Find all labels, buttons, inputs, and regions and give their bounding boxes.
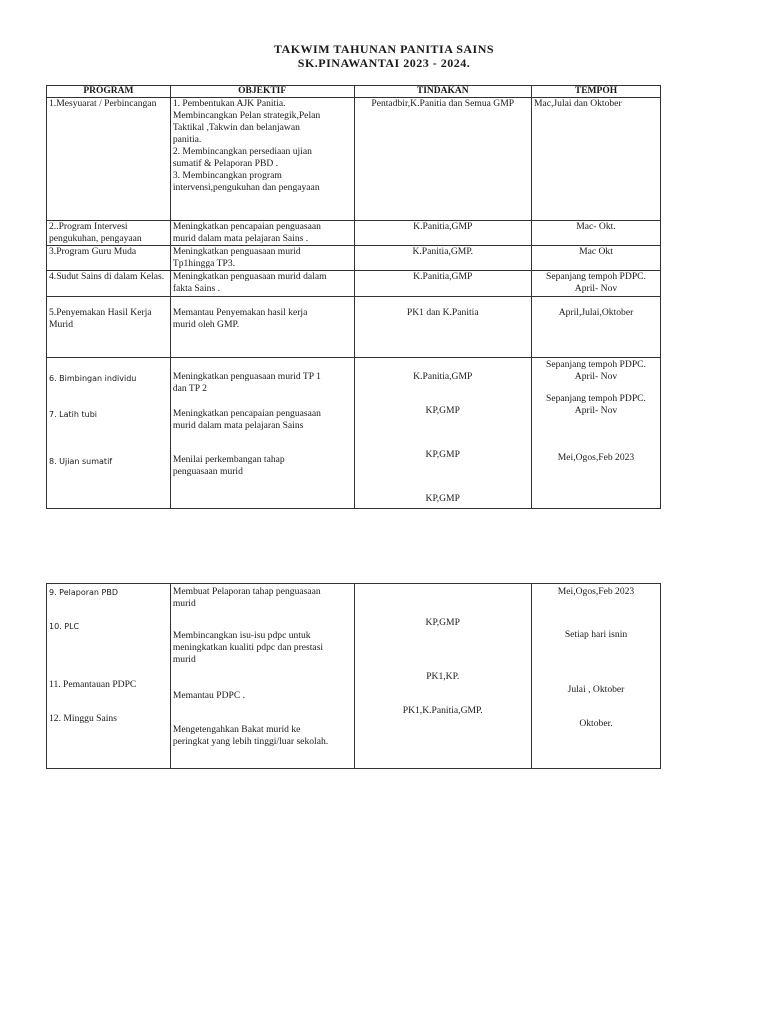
objektif-cell <box>170 271 354 297</box>
tempoh-item: Setiap hari isnin <box>564 629 628 640</box>
table-row <box>47 98 661 221</box>
program-cell: 2..Program Intervesi pengukuhan, pengayaan <box>47 221 171 246</box>
schedule-table-1 <box>46 85 661 509</box>
objektif-line: 2. Membincangkan persediaan ujian <box>172 146 312 157</box>
tindakan-item: PK1,KP. <box>426 671 460 682</box>
objektif-cell <box>170 358 354 509</box>
objektif-line: Meningkatkan penguasaan murid dalam <box>172 271 327 282</box>
tempoh-line: April- Nov <box>574 283 618 294</box>
table-row <box>47 358 661 509</box>
objektif-line: Mengetengahkan Bakat murid ke <box>172 724 301 735</box>
objektif-item <box>173 724 352 748</box>
program-cell: 5.Penyemakan Hasil Kerja Murid <box>47 297 171 358</box>
objektif-item <box>173 690 352 702</box>
objektif-line: panitia. <box>172 134 202 145</box>
tempoh-cell <box>531 358 660 509</box>
table-row <box>47 246 661 271</box>
objektif-item <box>173 454 352 478</box>
objektif-line: Menilai perkembangan tahap <box>172 454 285 465</box>
tempoh-cell: Mac Okt <box>531 246 660 271</box>
objektif-cell <box>170 297 354 358</box>
objektif-item <box>173 371 352 395</box>
objektif-line: 1. Pembentukan AJK Panitia. <box>172 98 286 109</box>
objektif-line: sumatif & Pelaporan PBD . <box>172 158 279 169</box>
program-cell: 3.Program Guru Muda <box>47 246 171 271</box>
program-item: 12. Minggu Sains <box>49 713 117 724</box>
tempoh-item <box>534 452 658 464</box>
tindakan-item: KP,GMP <box>425 405 460 416</box>
objektif-line: 3. Membincangkan program <box>172 170 282 181</box>
objektif-cell <box>170 221 354 246</box>
objektif-cell <box>170 584 354 769</box>
objektif-cell <box>170 98 354 221</box>
tindakan-item: K.Panitia,GMP <box>413 371 473 382</box>
program-item: 10. PLC <box>49 622 80 631</box>
header-objektif: OBJEKTIF <box>170 86 354 98</box>
tempoh-line: Sepanjang tempoh PDPC. <box>546 359 646 370</box>
program-cell <box>47 358 171 509</box>
tempoh-line: Sepanjang tempoh PDPC. <box>546 271 646 282</box>
objektif-line: penguasaan murid <box>172 466 243 477</box>
program-item: 7. Latih tubi <box>49 410 98 419</box>
objektif-line: Memantau PDPC . <box>172 690 246 701</box>
objektif-line: Tp1hingga TP3. <box>172 258 236 269</box>
objektif-item <box>173 408 352 432</box>
program-cell: 4.Sudut Sains di dalam Kelas. <box>47 271 171 297</box>
objektif-line: fakta Sains . <box>172 283 220 294</box>
tempoh-line: Mei,Ogos,Feb 2023 <box>557 452 635 463</box>
tindakan-cell <box>354 358 531 509</box>
tindakan-item: PK1,K.Panitia,GMP. <box>402 705 483 716</box>
objektif-line: murid <box>172 654 196 665</box>
tindakan-cell: Pentadbir,K.Panitia dan Semua GMP <box>354 98 531 221</box>
program-cell <box>47 584 171 769</box>
tempoh-cell: Mac,Julai dan Oktober <box>531 98 660 221</box>
table-row <box>47 584 661 769</box>
tempoh-item: Mei,Ogos,Feb 2023 <box>557 586 635 597</box>
tindakan-item: KP,GMP <box>425 449 460 460</box>
header-tempoh: TEMPOH <box>531 86 660 98</box>
tindakan-cell: PK1 dan K.Panitia <box>354 297 531 358</box>
program-cell: 1.Mesyuarat / Perbincangan <box>47 98 171 221</box>
tempoh-line: April- Nov <box>574 405 618 416</box>
objektif-line: Meningkatkan penguasaan murid TP 1 <box>172 371 321 382</box>
tempoh-item: Oktober. <box>579 718 613 729</box>
tempoh-cell <box>531 271 660 297</box>
schedule-table-2 <box>46 583 661 769</box>
objektif-line: Membincangkan isu-isu pdpc untuk <box>172 630 311 641</box>
program-item: 9. Pelaporan PBD <box>49 588 119 597</box>
objektif-line: Membuat Pelaporan tahap penguasaan <box>172 586 321 597</box>
objektif-line: murid oleh GMP. <box>172 319 240 330</box>
table-row <box>47 221 661 246</box>
tempoh-cell <box>531 584 660 769</box>
program-item: 8. Ujian sumatif <box>49 457 113 466</box>
header-program: PROGRAM <box>47 86 171 98</box>
objektif-line: intervensi,pengukuhan dan pengayaan <box>172 182 320 193</box>
objektif-cell <box>170 246 354 271</box>
objektif-line: Memantau Penyemakan hasil kerja <box>172 307 308 318</box>
tempoh-item <box>534 359 658 383</box>
objektif-line: murid dalam mata pelajaran Sains . <box>172 233 309 244</box>
tempoh-item <box>534 393 658 417</box>
tempoh-item: Julai , Oktober <box>567 684 625 695</box>
objektif-line: Meningkatkan pencapaian penguasaan <box>172 221 321 232</box>
objektif-line: murid dalam mata pelajaran Sains <box>172 420 304 431</box>
tindakan-cell: K.Panitia,GMP <box>354 221 531 246</box>
tindakan-cell: K.Panitia,GMP <box>354 271 531 297</box>
objektif-line: Membincangkan Pelan strategik,Pelan <box>172 110 321 121</box>
tempoh-cell: April,Julai,Oktober <box>531 297 660 358</box>
tempoh-line: Sepanjang tempoh PDPC. <box>546 393 646 404</box>
objektif-line: murid <box>172 598 196 609</box>
document-subtitle: SK.PINAWANTAI 2023 - 2024. <box>297 56 471 70</box>
tindakan-cell <box>354 584 531 769</box>
objektif-line: meningkatkan kualiti pdpc dan prestasi <box>172 642 324 653</box>
tempoh-line: April- Nov <box>574 371 618 382</box>
program-item: 6. Bimbingan individu <box>49 374 137 383</box>
table-header-row <box>47 86 661 98</box>
tindakan-item: KP,GMP <box>425 493 460 504</box>
document-title: TAKWIM TAHUNAN PANITIA SAINS <box>273 42 495 56</box>
tindakan-item: KP,GMP <box>425 617 460 628</box>
program-item: 11. Pemantauan PDPC <box>49 679 137 690</box>
objektif-line: Taktikal ,Takwin dan belanjawan <box>172 122 300 133</box>
objektif-line: Meningkatkan penguasaan murid <box>172 246 301 257</box>
objektif-line: dan TP 2 <box>172 383 207 394</box>
objektif-item <box>173 586 352 610</box>
table-row <box>47 271 661 297</box>
objektif-line: peringkat yang lebih tinggi/luar sekolah. <box>172 736 329 747</box>
objektif-item <box>173 630 352 666</box>
header-tindakan: TINDAKAN <box>354 86 531 98</box>
tindakan-cell: K.Panitia,GMP. <box>354 246 531 271</box>
tempoh-cell: Mac- Okt. <box>531 221 660 246</box>
table-row <box>47 297 661 358</box>
objektif-line: Meningkatkan pencapaian penguasaan <box>172 408 321 419</box>
